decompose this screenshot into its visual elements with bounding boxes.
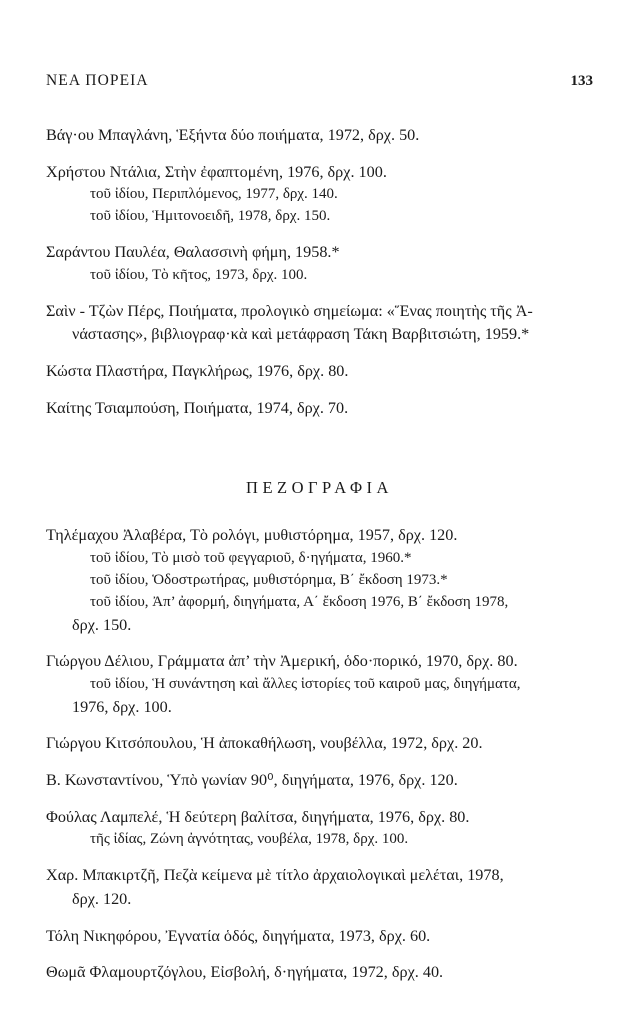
prose-entry-list [46,524,593,985]
poetry-entry-list [46,124,593,420]
poetry-entry-line: Σαὶν - Τζὼν Πέρς, Ποιήματα, προλογικὸ σημείωμα: «Ἕνας ποιητὴς τῆς Ἀ- [46,301,533,320]
prose-entry-line: Χαρ. Μπακιρτζῆ, Πεζὰ κείμενα μὲ τίτλο ἀρχαιολογικαὶ μελέται, 1978, [46,866,504,885]
page-number: 133 [570,73,593,89]
prose-entry-line: τοῦ ἰδίου, Ὁδοστρωτήρας, μυθιστόρημα, Β΄ ἔκδοση 1973.* [90,571,448,588]
poetry-entry-line: τοῦ ἰδίου, Περιπλόμενος, 1977, δρχ. 140. [90,186,338,203]
poetry-entry [46,397,593,421]
prose-entry-line: τοῦ ἰδίου, Ἀπ’ ἀφορμή, διηγήματα, Α΄ ἔκδοση 1976, Β΄ ἔκδοση 1978, [90,593,509,610]
prose-entry-line: Γιώργου Δέλιου, Γράμματα ἀπ’ τὴν Ἀμερική, ὁδο·πορικό, 1970, δρχ. 80. [46,652,518,671]
poetry-entry-line: τοῦ ἰδίου, Τὸ κῆτος, 1973, δρχ. 100. [90,266,308,283]
poetry-entry [46,161,593,228]
prose-entry [46,961,593,985]
prose-entry [46,524,593,637]
prose-entry-line: Β. Κωνσταντίνου, Ὑπὸ γωνίαν 90⁰, διηγήματα, 1976, δρχ. 120. [46,771,458,790]
prose-entry-line: δρχ. 150. [72,615,132,634]
prose-entry [46,732,593,756]
prose-entry-line: Γιώργου Κιτσόπουλου, Ἡ ἀποκαθήλωση, νουβέλλα, 1972, δρχ. 20. [46,734,483,753]
prose-entry-line: Τηλέμαχου Ἀλαβέρα, Τὸ ρολόγι, μυθιστόρημα, 1957, δρχ. 120. [46,526,458,545]
poetry-entry-line: Χρήστου Ντάλια, Στὴν ἐφαπτομένη, 1976, δρχ. 100. [46,162,387,181]
prose-entry [46,806,593,852]
prose-entry [46,864,593,911]
prose-entry-line: Τόλη Νικηφόρου, Ἐγνατία ὁδός, διηγήματα, 1973, δρχ. 60. [46,926,431,945]
poetry-entry [46,124,593,148]
poetry-entry-line: νάστασης», βιβλιογραφ·κὰ καὶ μετάφραση Τάκη Βαρβιτσιώτη, 1959.* [72,325,530,344]
prose-entry-line: τοῦ ἰδίου, Τὸ μισὸ τοῦ φεγγαριοῦ, δ·ηγήματα, 1960.* [90,549,412,566]
section-heading-prose: ΠΕΖΟΓΡΑΦΙΑ [246,478,393,498]
poetry-entry [46,360,593,384]
poetry-entry-line: Βάγ·ου Μπαγλάνη, Ἑξήντα δύο ποιήματα, 1972, δρχ. 50. [46,126,420,144]
running-head [46,72,593,90]
poetry-entry [46,300,593,347]
poetry-entry-line: Κώστα Πλαστήρα, Παγκλήρως, 1976, δρχ. 80. [46,361,349,380]
prose-entry [46,925,593,949]
prose-entry-line: Θωμᾶ Φλαμουρτζόγλου, Εἰσβολή, δ·ηγήματα, 1972, δρχ. 40. [46,963,444,982]
poetry-entry-line: Καίτης Τσιαμπούση, Ποιήματα, 1974, δρχ. 70. [46,398,349,417]
poetry-entry-line: τοῦ ἰδίου, Ἡμιτονοειδῆ, 1978, δρχ. 150. [90,208,331,225]
prose-entry [46,769,593,793]
prose-entry-line: 1976, δρχ. 100. [72,697,172,716]
poetry-entry-line: Σαράντου Παυλέα, Θαλασσινὴ φήμη, 1958.* [46,243,340,262]
prose-entry-line: δρχ. 120. [72,889,132,908]
prose-entry-line: τοῦ ἰδίου, Ἡ συνάντηση καὶ ἄλλες ἱστορίες τοῦ καιροῦ μας, διηγήματα, [90,675,521,692]
prose-entry-line: τῆς ἰδίας, Ζώνη ἀγνότητας, νουβέλα, 1978, δρχ. 100. [90,831,409,848]
prose-entry [46,650,593,719]
prose-entry-line: Φούλας Λαμπελέ, Ἡ δεύτερη βαλίτσα, διηγήματα, 1976, δρχ. 80. [46,807,470,826]
poetry-entry [46,241,593,287]
running-head-title: ΝΕΑ ΠΟΡΕΙΑ [46,72,149,89]
